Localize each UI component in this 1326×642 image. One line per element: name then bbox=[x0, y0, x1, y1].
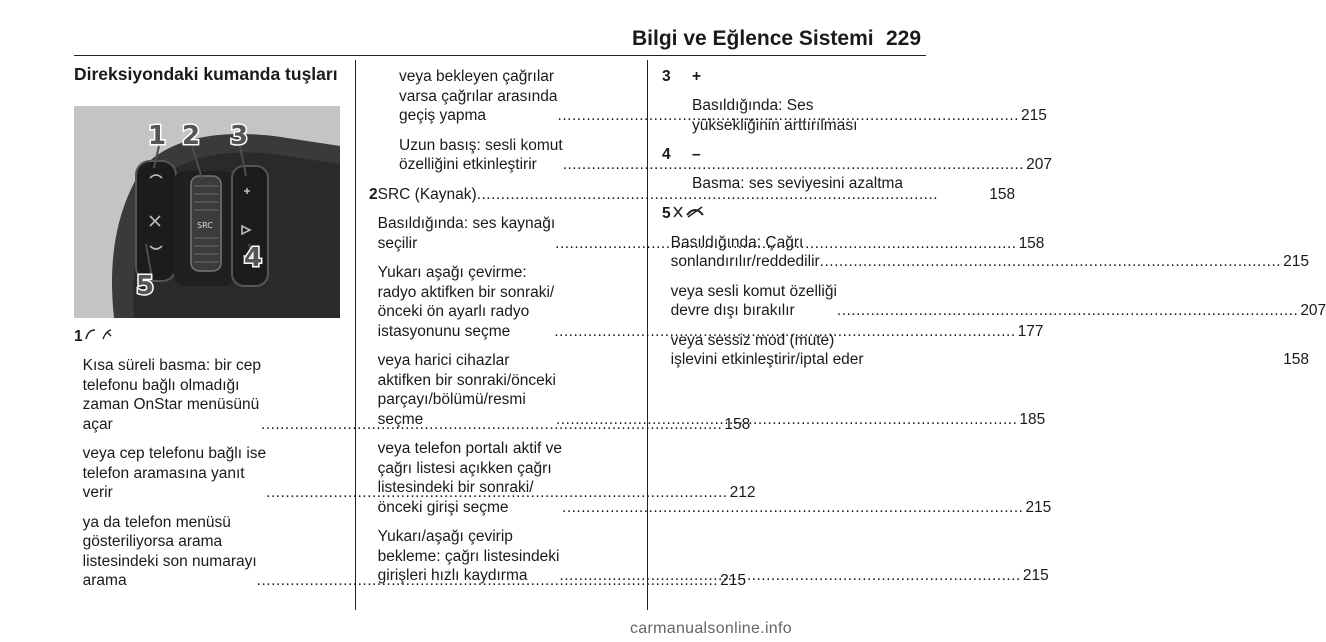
entry-text: Kısa süreli basma: bir cep telefonu bağlı olmadığı zaman OnStar menüsünü açar bbox=[82, 357, 261, 433]
entry-page-ref[interactable]: 158 bbox=[1283, 351, 1309, 368]
item-number: 2 bbox=[369, 185, 378, 203]
entry-text: veya sesli komut özelliği devre dışı bırakılır bbox=[670, 282, 837, 319]
callout-1: 1 bbox=[148, 121, 167, 151]
item-number: 5 bbox=[662, 204, 671, 222]
page-number: 229 bbox=[886, 27, 922, 50]
page-header-title: Bilgi ve Eğlence Sistemi bbox=[632, 27, 874, 50]
entry-text: Uzun basış: sesli komut özelliğini etkinleştirir bbox=[399, 136, 563, 173]
entry-page-ref[interactable]: 215 bbox=[1020, 107, 1047, 124]
entry-page-ref[interactable]: 185 bbox=[1019, 410, 1046, 428]
callout-3: 3 bbox=[230, 121, 249, 151]
mute-hangup-icon bbox=[671, 204, 1309, 223]
leader-dots bbox=[562, 498, 1023, 518]
entry-text: veya harici cihazlar aktifken bir sonraki/önceki parçayı/bölümü/resmi seçme bbox=[377, 352, 556, 428]
entry-text: veya telefon portalı aktif ve çağrı listesi açıkken çağrı listesindeki bir sonraki/ önceki girişi seçme bbox=[377, 440, 563, 516]
entry bbox=[670, 282, 1326, 321]
entry-text: veya bekleyen çağrılar varsa çağrılar arasında geçiş yapma bbox=[399, 68, 558, 124]
watermark: carmanualsonline.info bbox=[630, 620, 792, 637]
entry-page-ref[interactable]: 207 bbox=[1026, 156, 1052, 173]
entry bbox=[377, 527, 1049, 586]
entry-text: veya cep telefonu bağlı ise telefon aramasına yanıt verir bbox=[82, 445, 267, 501]
src-label: SRC bbox=[197, 221, 213, 230]
leader-dots bbox=[820, 252, 1281, 272]
leader-dots bbox=[559, 566, 1020, 586]
entry-page-ref[interactable]: 207 bbox=[1300, 302, 1326, 319]
entry-text: Yukarı aşağı çevirme: radyo aktifken bir sonraki/ önceki ön ayarlı radyo istasyonunu seçme bbox=[377, 264, 555, 340]
entry-text: Basıldığında: ses kaynağı seçilir bbox=[377, 215, 556, 252]
item-4 bbox=[662, 145, 926, 204]
item-title: SRC (Kaynak) bbox=[377, 185, 477, 203]
leader-dots bbox=[837, 301, 1298, 321]
entry-text: Yukarı/aşağı çevirip bekleme: çağrı listesindeki girişleri hızlı kaydırma bbox=[377, 528, 560, 584]
entry-text: ya da telefon menüsü gösteriliyorsa arama listesindeki son numarayı arama bbox=[82, 513, 257, 589]
entry-text: veya sessiz mod (mute) işlevini etkinleştirir/iptal eder bbox=[670, 331, 864, 368]
entry-page-ref[interactable]: 215 bbox=[720, 572, 746, 589]
entry-page-ref[interactable]: 215 bbox=[1022, 567, 1049, 584]
entry-page-ref[interactable]: 215 bbox=[1283, 253, 1309, 270]
entry-text: Basıldığında: Çağrı sonlandırılır/reddedilir bbox=[670, 233, 820, 270]
callout-5: 5 bbox=[136, 271, 155, 301]
entry-page-ref[interactable]: 177 bbox=[1017, 322, 1044, 340]
steering-wheel-controls-figure bbox=[74, 106, 340, 318]
entry-page-ref[interactable]: 158 bbox=[989, 185, 1016, 203]
item-number: 3 bbox=[662, 68, 671, 85]
entry bbox=[399, 136, 1052, 175]
leader-dots bbox=[556, 410, 1017, 430]
callout-2: 2 bbox=[182, 121, 201, 151]
minus-icon: – bbox=[692, 146, 701, 163]
entry-page-ref[interactable]: 158 bbox=[724, 415, 751, 433]
entry bbox=[671, 233, 1309, 272]
item-number: 1 bbox=[74, 328, 83, 345]
entry-text: Basıldığında: Ses yüksekliğinin arttırılması bbox=[692, 97, 858, 134]
entry-page-ref[interactable]: 158 bbox=[1018, 234, 1045, 252]
entry-page-ref[interactable]: 215 bbox=[1025, 498, 1052, 516]
entry-page-ref[interactable]: 212 bbox=[729, 484, 756, 501]
entry bbox=[671, 331, 1309, 370]
entry-text: Basma: ses seviyesini azaltma bbox=[692, 175, 904, 192]
header-rule bbox=[74, 55, 926, 56]
entry bbox=[377, 439, 1052, 517]
callout-4: 4 bbox=[244, 243, 263, 273]
plus-icon: + bbox=[692, 68, 702, 85]
item-3 bbox=[662, 67, 926, 145]
section-title: Direksiyondaki kumanda tuşları bbox=[74, 64, 338, 84]
item-number: 4 bbox=[662, 146, 671, 163]
